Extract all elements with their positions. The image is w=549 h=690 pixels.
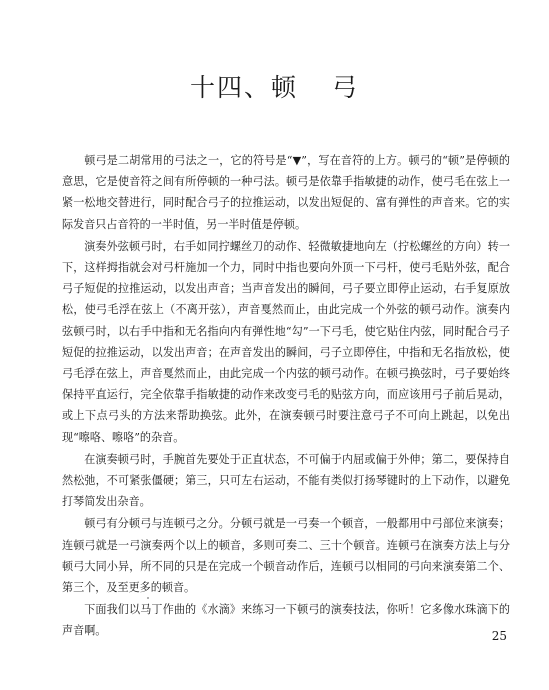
- stray-mark: [147, 597, 149, 599]
- paragraph-2: 演奏外弦顿弓时，右手如同拧螺丝刀的动作、轻微敏捷地向左（拧松螺丝的方向）转一下，这样拇指就会对弓杆施加一个力，同时中指也要向外顶一下弓杆，使弓毛贴外弦，配合弓子短促的拉推运动，以发出声音；当声音发出的瞬间，弓子要立即停止运动，右手复原放松，使弓毛浮在弦上（不离开弦），声音戛然而止，由此完成一个外弦的顿弓动作。演奏内弦顿弓时，以右手中指和无名指向内有弹性地“勾”一下弓毛，使它贴住内弦，同时配合弓子短促的拉推运动，以发出声音；在声音发出的瞬间，弓子立即停住，中指和无名指放松，使弓毛浮在弦上，声音戛然而止，由此完成一个内弦的顿弓动作。在顿弓换弦时，弓子要始终保持平直运行，完全依靠手指敏捷的动作来改变弓毛的贴弦方向，而应该用弓子前后晃动，或上下点弓头的方法来帮助换弦。此外，在演奏顿弓时要注意弓子不可向上跳起，以免出现“嚓咯、嚓咯”的杂音。: [62, 239, 510, 444]
- paragraph-1: 顿弓是二胡常用的弓法之一，它的符号是“▼”，写在音符的上方。顿弓的“顿”是停顿的意思，它是使音符之间有所停顿的一种弓法。顿弓是依靠手指敏捷的动作，使弓毛在弦上一紧一松地交替进行，同时配合弓子的拉推运动，以发出短促的、富有弹性的声音来。它的实际发音只占音符的一半时值，另一半时值是停顿。: [62, 154, 510, 231]
- page-number: 25: [491, 629, 507, 643]
- paragraph-3: 在演奏顿弓时，手腕首先要处于正直状态，不可偏于内屈或偏于外伸；第二，要保持自然松弛，不可紧张僵硬；第三，只可左右运动，不能有类似打扬琴键时的上下动作，以避免打琴简发出杂音。: [62, 452, 510, 509]
- title-tail: 弓: [332, 73, 360, 102]
- paragraph-5: 下面我们以马丁作曲的《水滴》来练习一下顿弓的演奏技法，你听！它多像水珠滴下的声音啊。: [62, 603, 510, 638]
- paragraph-4: 顿弓有分顿弓与连顿弓之分。分顿弓就是一弓奏一个顿音，一般都用中弓部位来演奏；连顿弓就是一弓演奏两个以上的顿音，多则可奏二、三十个顿音。连顿弓在演奏方法上与分顿弓大同小异，所不同的只是在完成一个顿音动作后，连顿弓以相同的弓向来演奏第二个、第三个，及至更多的顿音。: [62, 517, 510, 595]
- body-text: [62, 150, 510, 643]
- title-main: 十四、顿: [189, 73, 298, 102]
- page-title: [0, 68, 549, 104]
